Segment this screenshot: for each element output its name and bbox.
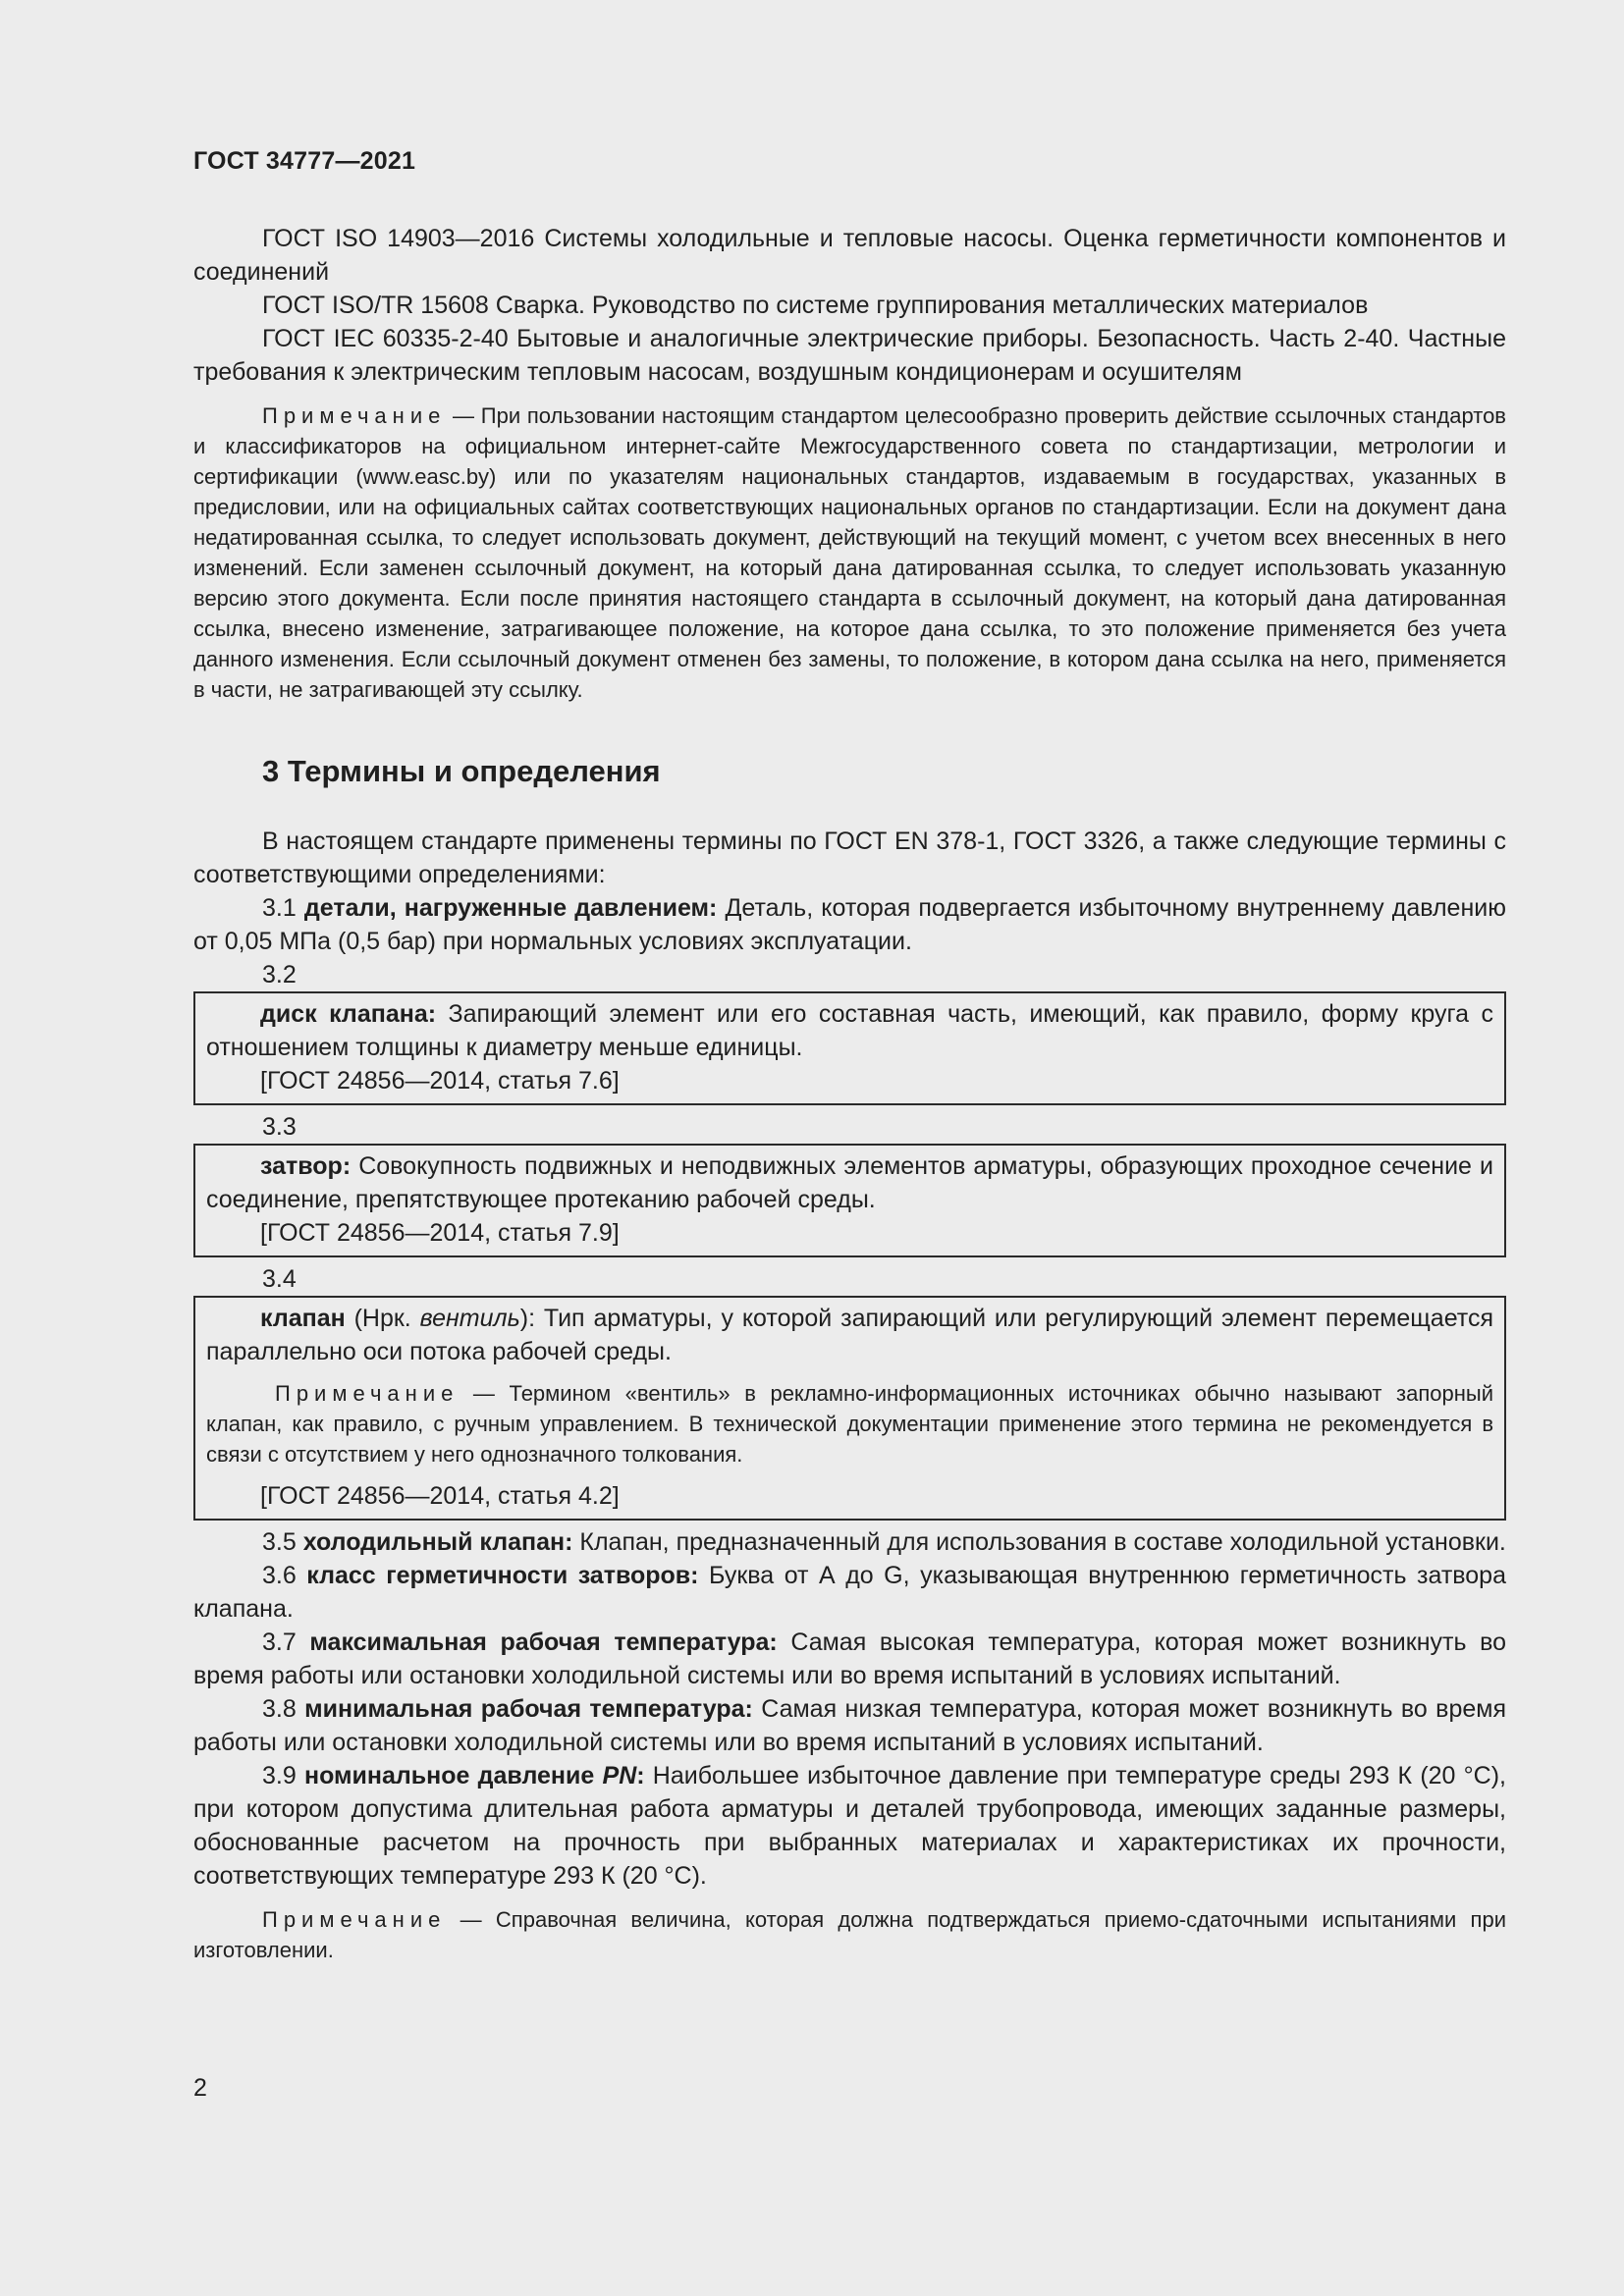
page-number: 2 (193, 2074, 207, 2102)
term-definition: Буква от А до G, указывающая внутреннюю герметичность затвора клапана. (193, 1562, 1506, 1623)
term-symbol: PN (602, 1762, 637, 1789)
section-heading: 3 Термины и определения (262, 754, 661, 788)
section-intro: В настоящем стандарте применены термины по ГОСТ EN 378-1, ГОСТ 3326, а также следующие термины с соответствующими определениями: (193, 828, 1506, 888)
term-source: [ГОСТ 24856—2014, статья 4.2] (260, 1482, 620, 1510)
term-source: [ГОСТ 24856—2014, статья 7.6] (260, 1067, 620, 1095)
term-name: клапан (260, 1305, 346, 1332)
term-definition: Деталь, которая подвергается избыточному внутреннему давлению от 0,05 МПа (0,5 бар) при нормальных условиях эксплуатации. (193, 894, 1506, 955)
term-definition: Самая низкая температура, которая может возникнуть во время работы или остановки холодильной системы или во время испытаний в условиях испытаний. (193, 1695, 1506, 1756)
term-3-5 (193, 1525, 1506, 1559)
term-name: холодильный клапан: (302, 1528, 573, 1556)
term-definition: Запирающий элемент или его составная часть, имеющий, как правило, форму круга с отношением толщины к диаметру меньше единицы. (206, 1000, 1493, 1061)
term-box-3-4: клапан (Нрк. вентиль): Тип арматуры, у которой запирающий или регулирующий элемент перемещается параллельно оси потока рабочей среды. Примечание — Термином «вентиль» в рекламно-информационных источниках обычно называют запорный клапан, как правило, с ручным управлением. В технической документации применение этого термина не рекомендуется в связи с отсутствием у него однозначного толкования. [ГОСТ 24856—2014, статья 4.2] (193, 1296, 1506, 1521)
term-number: 3.3 (262, 1113, 297, 1141)
term-name: номинальное давление (304, 1762, 603, 1789)
term-note (206, 1378, 1493, 1469)
references-note (193, 400, 1506, 705)
term-3-9: 3.9 номинальное давление PN: Наибольшее избыточное давление при температуре среды 293 К (20 °С), при котором допустима длительная работа арматуры и деталей трубопровода, имеющих заданные размеры, обоснованные расчетом на прочность при выбранных материалах и характеристиках их прочности, соответствующих температуре 293 К (20 °С). (193, 1762, 1506, 1890)
term-box-3-2 (193, 991, 1506, 1105)
term-definition: Клапан, предназначенный для использования в составе холодильной установки. (572, 1528, 1506, 1556)
term-definition: ): Тип арматуры, у которой запирающий или регулирующий элемент перемещается параллельно оси потока рабочей среды. (206, 1305, 1493, 1365)
note-text: — При пользовании настоящим стандартом целесообразно проверить действие ссылочных стандартов и классификаторов на официальном интернет-сайте Межгосударственного совета по стандартизации, метрологии и сертификации (www.easc.by) или по указателям национальных стандартов, издаваемым в государствах, указанных в предисловии, или на официальных сайтах соответствующих национальных органов по стандартизации. Если на документ дана недатированная ссылка, то следует использовать документ, действующий на текущий момент, с учетом всех внесенных в него изменений. Если заменен ссылочный документ, на который дана датированная ссылка, то следует использовать указанную версию этого документа. Если после принятия настоящего стандарта в ссылочный документ, на который дана датированная ссылка, внесено изменение, затрагивающее положение, на которое дана ссылка, то это положение применяется без учета данного изменения. Если ссылочный документ отменен без замены, то положение, в котором дана ссылка на него, применяется в части, не затрагивающей эту ссылку. (193, 403, 1506, 702)
document-header-code: ГОСТ 34777—2021 (193, 147, 416, 175)
term-number: 3.2 (262, 961, 297, 988)
term-number: 3.6 (262, 1562, 297, 1589)
note-text: — Справочная величина, которая должна подтверждаться приемо-сдаточными испытаниями при изготовлении. (193, 1907, 1506, 1962)
page-content (193, 222, 1506, 1965)
note-label: Примечание (262, 1907, 447, 1932)
term-number: 3.4 (262, 1265, 297, 1293)
term-box-3-3 (193, 1144, 1506, 1257)
note-label: Примечание (262, 403, 447, 428)
normative-reference: ГОСТ ISO/TR 15608 Сварка. Руководство по системе группирования металлических материалов (262, 292, 1369, 319)
term-number: 3.1 (262, 894, 297, 922)
term-number: 3.9 (262, 1762, 297, 1789)
term-3-6 (193, 1559, 1506, 1626)
term-name: детали, нагруженные давлением: (303, 894, 718, 922)
normative-reference: ГОСТ IEC 60335-2-40 Бытовые и аналогичные электрические приборы. Безопасность. Часть 2-40. Частные требования к электрическим тепловым насосам, воздушным кондиционерам и осушителям (193, 325, 1506, 386)
term-name: максимальная рабочая температура: (309, 1629, 778, 1656)
normative-reference: ГОСТ ISO 14903—2016 Системы холодильные и тепловые насосы. Оценка герметичности компонентов и соединений (193, 225, 1506, 286)
term-definition: Совокупность подвижных и неподвижных элементов арматуры, образующих проходное сечение и соединение, препятствующее протеканию рабочей среды. (206, 1152, 1493, 1213)
term-3-8 (193, 1692, 1506, 1759)
term-name: затвор: (260, 1152, 352, 1180)
term-name: минимальная рабочая температура: (304, 1695, 753, 1723)
term-name: класс герметичности затворов: (306, 1562, 699, 1589)
term-definition: Самая высокая температура, которая может возникнуть во время работы или остановки холодильной системы или во время испытаний в условиях испытаний. (193, 1629, 1507, 1689)
term-name: диск клапана: (260, 1000, 437, 1028)
term-alt-name: вентиль (419, 1305, 520, 1332)
note-label: Примечание (275, 1381, 460, 1406)
term-number: 3.5 (262, 1528, 297, 1556)
term-note (193, 1904, 1506, 1965)
term-3-7 (193, 1626, 1506, 1692)
term-number: 3.8 (262, 1695, 297, 1723)
term-source: [ГОСТ 24856—2014, статья 7.9] (260, 1219, 620, 1247)
note-text: — Термином «вентиль» в рекламно-информационных источниках обычно называют запорный клапан, как правило, с ручным управлением. В технической документации применение этого термина не рекомендуется в связи с отсутствием у него однозначного толкования. (206, 1381, 1493, 1467)
term-definition: Наибольшее избыточное давление при температуре среды 293 К (20 °С), при котором допустима длительная работа арматуры и деталей трубопровода, имеющих заданные размеры, обоснованные расчетом на прочность при выбранных материалах и характеристиках их прочности, соответствующих температуре 293 К (20 °С). (193, 1762, 1506, 1890)
term-3-1 (193, 891, 1506, 958)
term-number: 3.7 (262, 1629, 297, 1656)
